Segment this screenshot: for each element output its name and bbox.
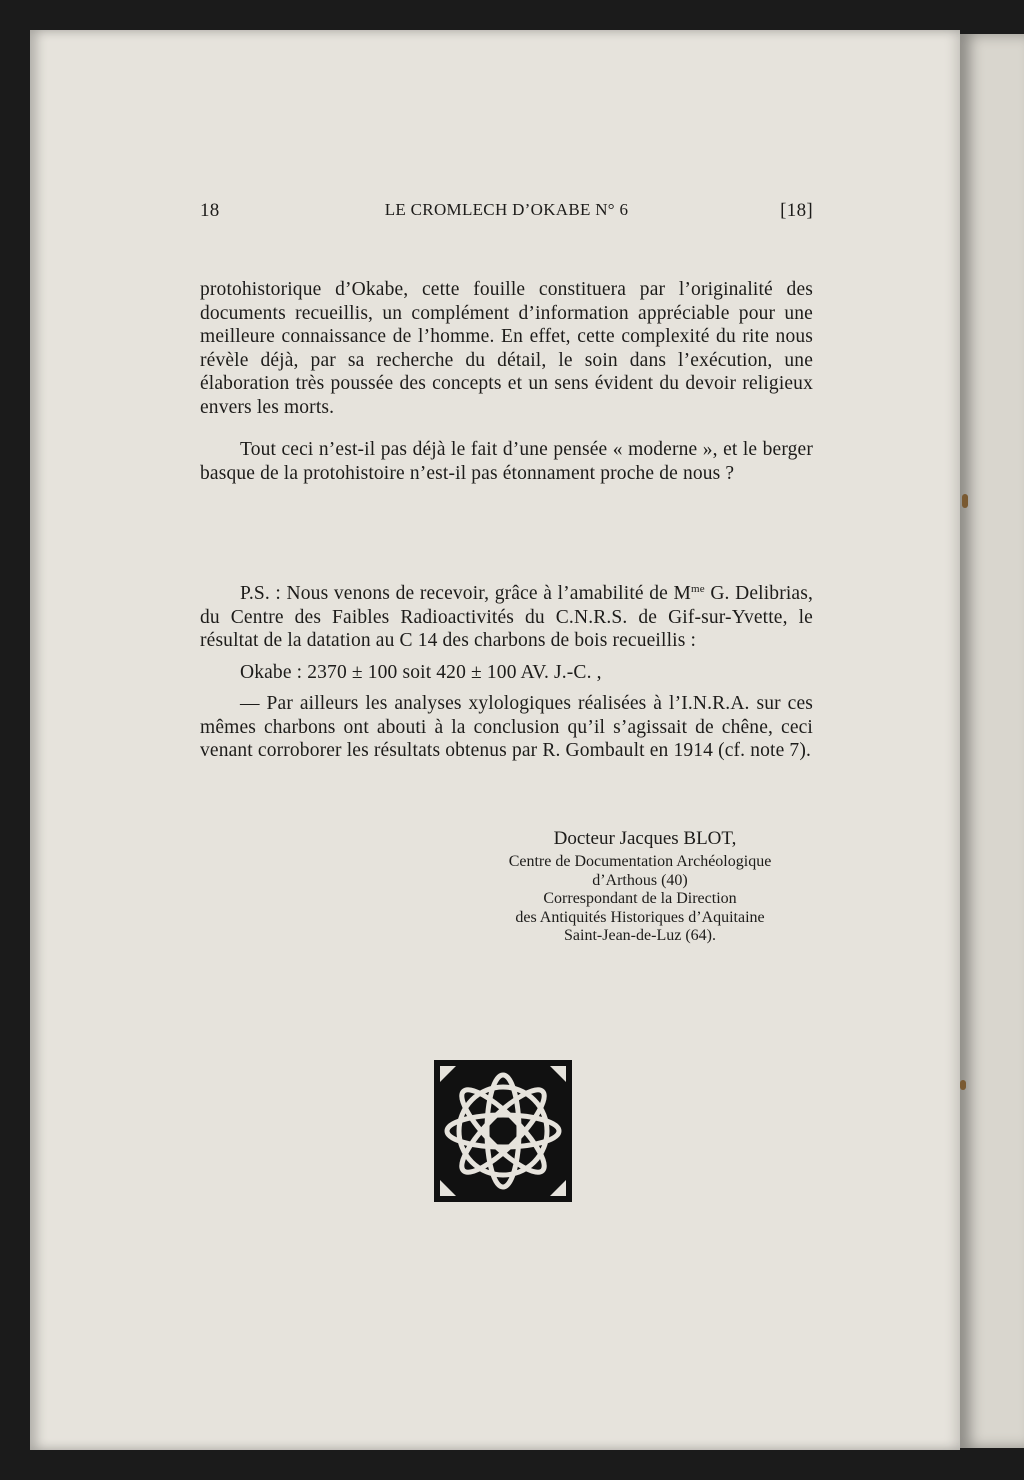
celtic-knot-ornament-icon [434, 1060, 572, 1202]
postscript-intro [200, 582, 813, 653]
author-name: Docteur Jacques BLOT, [553, 828, 737, 849]
postscript [200, 582, 813, 763]
paragraph-text: Tout ceci n’est-il pas déjà le fait d’une pensée « moderne », et le berger basque de la protohistoire n’est-il pas étonnament proche de nous ? [200, 439, 813, 484]
paragraph-text: protohistorique d’Okabe, cette fouille constituera par l’originalité des documents recueillis, un complément d’information appréciable pour une meilleure connaissance de l’homme. En effet, cette complexité du rite nous révèle déjà, par sa recherche du détail, le soin dans l’exécution, une élaboration très poussée des concepts et un sens évident du devoir religieux envers les morts. [200, 279, 813, 418]
title-superscript: me [691, 583, 705, 595]
postscript-rest: G. Delibrias, du Centre des Faibles Radioactivités du C.N.R.S. de Gif-sur-Yvette, le résultat de la datation au C 14 des charbons de bois recueillis : [200, 583, 813, 651]
postscript-paragraph-2: — Par ailleurs les analyses xylologiques réalisées à l’I.N.R.A. sur ces mêmes charbons ont abouti à la conclusion qu’il s’agissait de chêne, ceci venant corroborer les résultats obtenus par R. Gombault en 1914 (cf. note 7). [200, 693, 813, 761]
affiliation-line: des Antiquités Historiques d’Aquitaine [515, 908, 765, 926]
body-paragraph-1 [200, 278, 813, 419]
page-number: 18 [200, 200, 220, 221]
affiliation-line: Correspondant de la Direction [543, 890, 737, 907]
dating-formula: Okabe : 2370 ± 100 soit 420 ± 100 AV. J.-C. , [240, 661, 602, 683]
signature-block [460, 828, 820, 946]
running-title: LE CROMLECH D’OKABE N° 6 [384, 200, 629, 219]
facing-page-edge [960, 34, 1024, 1448]
affiliation-line: Saint-Jean-de-Luz (64). [564, 927, 716, 944]
affiliation-line: d’Arthous (40) [592, 871, 688, 889]
page-header [200, 200, 813, 224]
bracket-number: [18] [780, 200, 813, 221]
affiliation-line: Centre de Documentation Archéologique [508, 853, 772, 870]
postscript-intro-text: P.S. : Nous venons de recevoir, grâce à l’amabilité de [240, 583, 668, 604]
title-abbrev: M [673, 583, 692, 604]
body-paragraph-2 [200, 438, 813, 485]
